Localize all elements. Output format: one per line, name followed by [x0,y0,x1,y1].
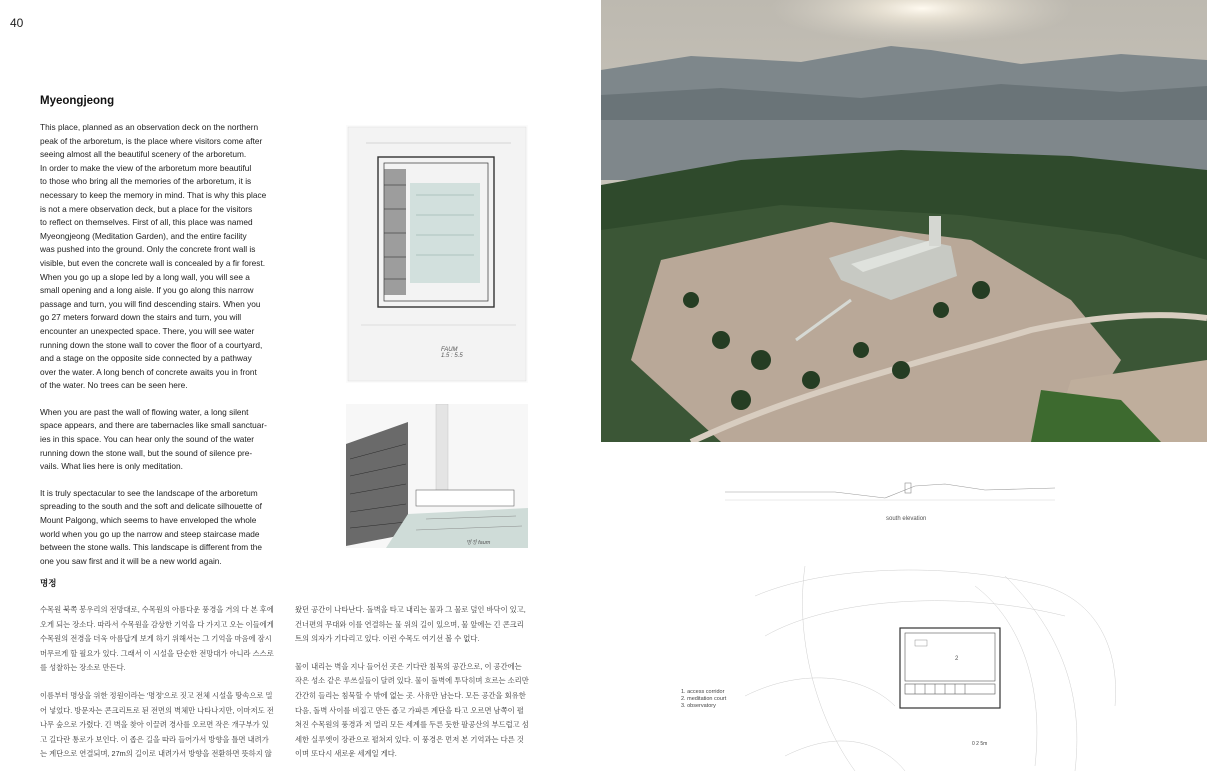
en-paragraph-3: It is truly spectacular to see the landscape of the arboretum spreading to the south and the soft and delicate silhouette of Mount Palgong, which seems to have enveloped the whole world when you go up the narrow and steep staircase made between the stone walls. This landscape is different from the one you saw first and it will be a new world again. [40,487,262,566]
korean-body-left [40,603,276,775]
south-elevation-drawing [725,478,1055,508]
site-plan-drawing [745,556,1125,776]
plan-legend: 1. access corridor 2. meditation court 3. observatory [681,689,727,709]
korean-title: 명정 [40,578,57,588]
kr-left-paragraph-2: 이름부터 명상을 위한 정원이라는 '명정'으로 짓고 전체 시설을 땅속으로 밀 어 넣었다. 방문자는 콘크리트로 된 전면의 벽체만 나타나지만, 이마저도 전 나무 숲으로 가렸다. 긴 벽을 찾아 이끌려 경사를 오르면 작은 개구부가 있 고 길다란 통로가 보인다. 이 좁은 길을 따라 들어가서 방향을 틀면 내려가 는 계단으로 연결되며, 27m의 길이로 내려가서 방향을 전환하면 뜻하지 않 [40,690,274,759]
page-number: 40 [10,16,24,30]
en-paragraph-2: When you are past the wall of flowing water, a long silent space appears, and there are tabernacles like small sanctuar- ies in this space. You can hear only the sound of the water running down the stone wall, but the sound of silence pre- vails. What lies here is only meditation. [40,406,267,472]
en-paragraph-1: This place, planned as an observation deck on the northern peak of the arboretum, is the place where visitors come after seeing almost all the beautiful scenery of the arboretum. In order to make the view of the arboretum more beautiful to those who bring all the memories of the arboretum, it is necessary to keep the memory in mind. That is why this place is not a mere observation deck, but a place for the visitors to reflect on themselves. First of all, this place was named Myeongjeong (Meditation Garden), and the entire facility was pushed into the ground. Only the concrete front wall is visible, but even the concrete wall is concealed by a fir forest. When you go up a slope led by a long wall, you will see a small opening and a long aisle. If you go along this narrow passage and turn, you will find descending stairs. When you go 27 meters forward down the stairs and turn, you will encounter an unexpected space. There, you will see water running down the stone wall to cover the floor of a courtyard, and a stage on the opposite side connected by a pathway over the water. A long bench of concrete awaits you in front of the water. No trees can be seen here. [40,122,267,391]
aerial-photo [601,0,1207,442]
plan-sketch [346,125,528,383]
scale-bar-label: 0 2 5m [972,741,988,747]
korean-body-right [295,603,531,775]
plan-sketch-illustration [346,125,528,383]
kr-right-paragraph-1: 왔던 공간이 나타난다. 돌벽을 타고 내리는 물과 그 물로 덮인 바닥이 있고, 건너편의 무대와 이를 연결하는 물 위의 길이 있으며, 물 앞에는 긴 콘크리 트의 의자가 기다리고 있다. 이런 수목도 여기선 볼 수 없다. [295,605,526,644]
elevation-label: south elevation [886,516,927,522]
perspective-sketch-caption: 명정 faum [466,540,491,546]
plan-sketch-caption: FAUM 1.5 : 5.5 [441,347,463,359]
aerial-photo-illustration [601,0,1207,442]
plan-room-number: 2 [955,656,959,662]
perspective-sketch-illustration [346,404,528,548]
article-title: Myeongjeong [40,95,115,107]
kr-left-paragraph-1: 수목원 북쪽 봉우리의 전망대로, 수목원의 아름다운 풍경을 거의 다 본 후에 오게 되는 장소다. 따라서 수목원을 감상한 기억을 다 가지고 오는 이들에게 수목원의 전경을 더욱 아름답게 보게 하기 위해서는 그 기억을 마음에 잠시 머무르게 할 필요가 있다. 그래서 이 시설을 단순한 전망대가 아니라 스스로 를 성찰하는 장소로 만든다. [40,605,274,673]
english-body-column [40,121,290,581]
perspective-sketch [346,404,528,548]
kr-right-paragraph-2: 물이 내리는 벽을 지나 들어선 곳은 기다란 침묵의 공간으로, 이 공간에는 작은 성소 같은 루쓰실들이 달려 있다. 물이 돌벽에 투닥히며 흐르는 소리만 간간히 들리는 침묵할 수 밖에 없는 곳. 사유만 남는다. 모든 공간을 회유한 다음, 돌벽 사이를 비집고 만든 좁고 가파른 계단을 타고 오르면 남쪽이 펼 쳐진 수목원의 풍경과 저 멀리 모든 세계를 두른 듯한 팔공산의 부드럽고 섬 세한 실루엣이 장관으로 펼쳐져 있다. 이 풍경은 먼저 본 기억과는 다른 것 이며 또다시 새로운 세계일 게다. [295,661,529,759]
